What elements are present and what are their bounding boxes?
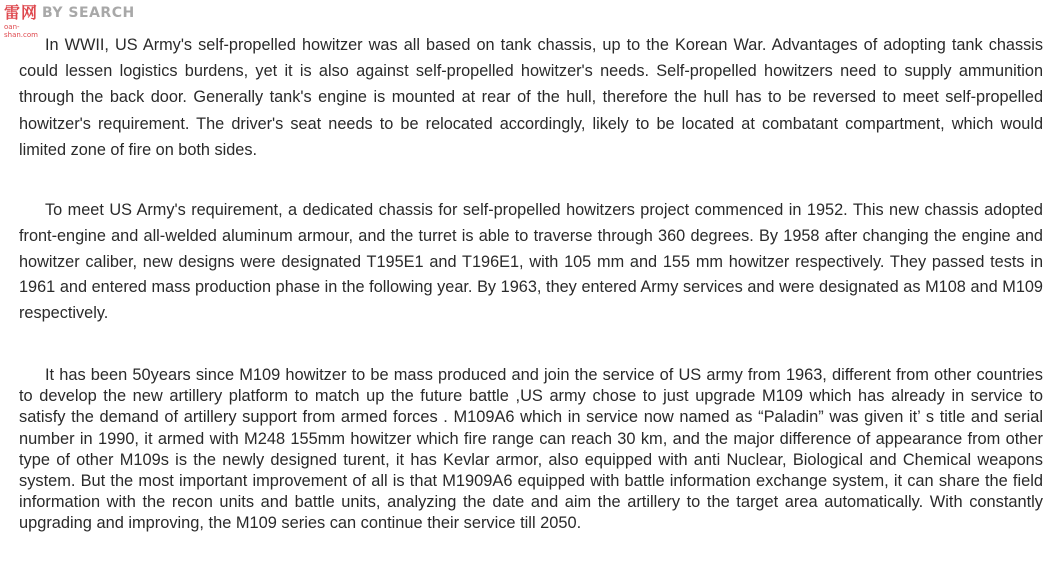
site-watermark [4, 3, 135, 39]
paragraph-wwii-chassis: In WWII, US Army's self-propelled howitzer was all based on tank chassis, up to the Korean War. Advantages of adopting tank chassis could lessen logistics burdens, yet it is also against self-propelled howitzer's needs. Self-propelled howitzers need to supply ammunition through the back door. Generally tank's engine is mounted at rear of the hull, therefore the hull has to be reversed to meet self-propelled howitzer's requirement. The driver's seat needs to be relocated accordingly, likely to be located at combatant compartment, which would limited zone of fire on both sides. [19, 36, 1043, 159]
paragraph-m109-paladin: It has been 50years since M109 howitzer to be mass produced and join the service of US army from 1963, different from other countries to develop the new artillery platform to match up the future battle ,US army chose to just upgrade M109 which has already in service to satisfy the demand of artillery support from armed forces . M109A6 which in service now named as “Paladin” was given it’ s title and serial number in 1990, it armed with M248 155mm howitzer which fire range can reach 30 km, and the major difference of appearance from other type of other M109s is the newly designed turent, it has Kevlar armor, also equipped with anti Nuclear, Biological and Chemical weapons system. But the most important improvement of all is that M1909A6 equipped with battle information exchange system, it can share the field information with the recon units and battle units, analyzing the date and aim the artillery to the target area automatically. With constantly upgrading and improving, the M109 series can continue their service till 2050. [19, 366, 1043, 533]
watermark-logo-glyphs: 雷网 [4, 3, 39, 22]
watermark-domain: oan-shan.com [4, 23, 38, 39]
watermark-search-word: BY SEARCH [42, 5, 135, 21]
paragraph-dedicated-chassis: To meet US Army's requirement, a dedicated chassis for self-propelled howitzers project commenced in 1952. This new chassis adopted front-engine and all-welded aluminum armour, and the turret is able to traverse through 360 degrees. By 1958 after changing the engine and howitzer caliber, new designs were designated T195E1 and T196E1, with 105 mm and 155 mm howitzer respectively. They passed tests in 1961 and entered mass production phase in the following year. By 1963, they entered Army services and were designated as M108 and M109 respectively. [19, 201, 1043, 323]
